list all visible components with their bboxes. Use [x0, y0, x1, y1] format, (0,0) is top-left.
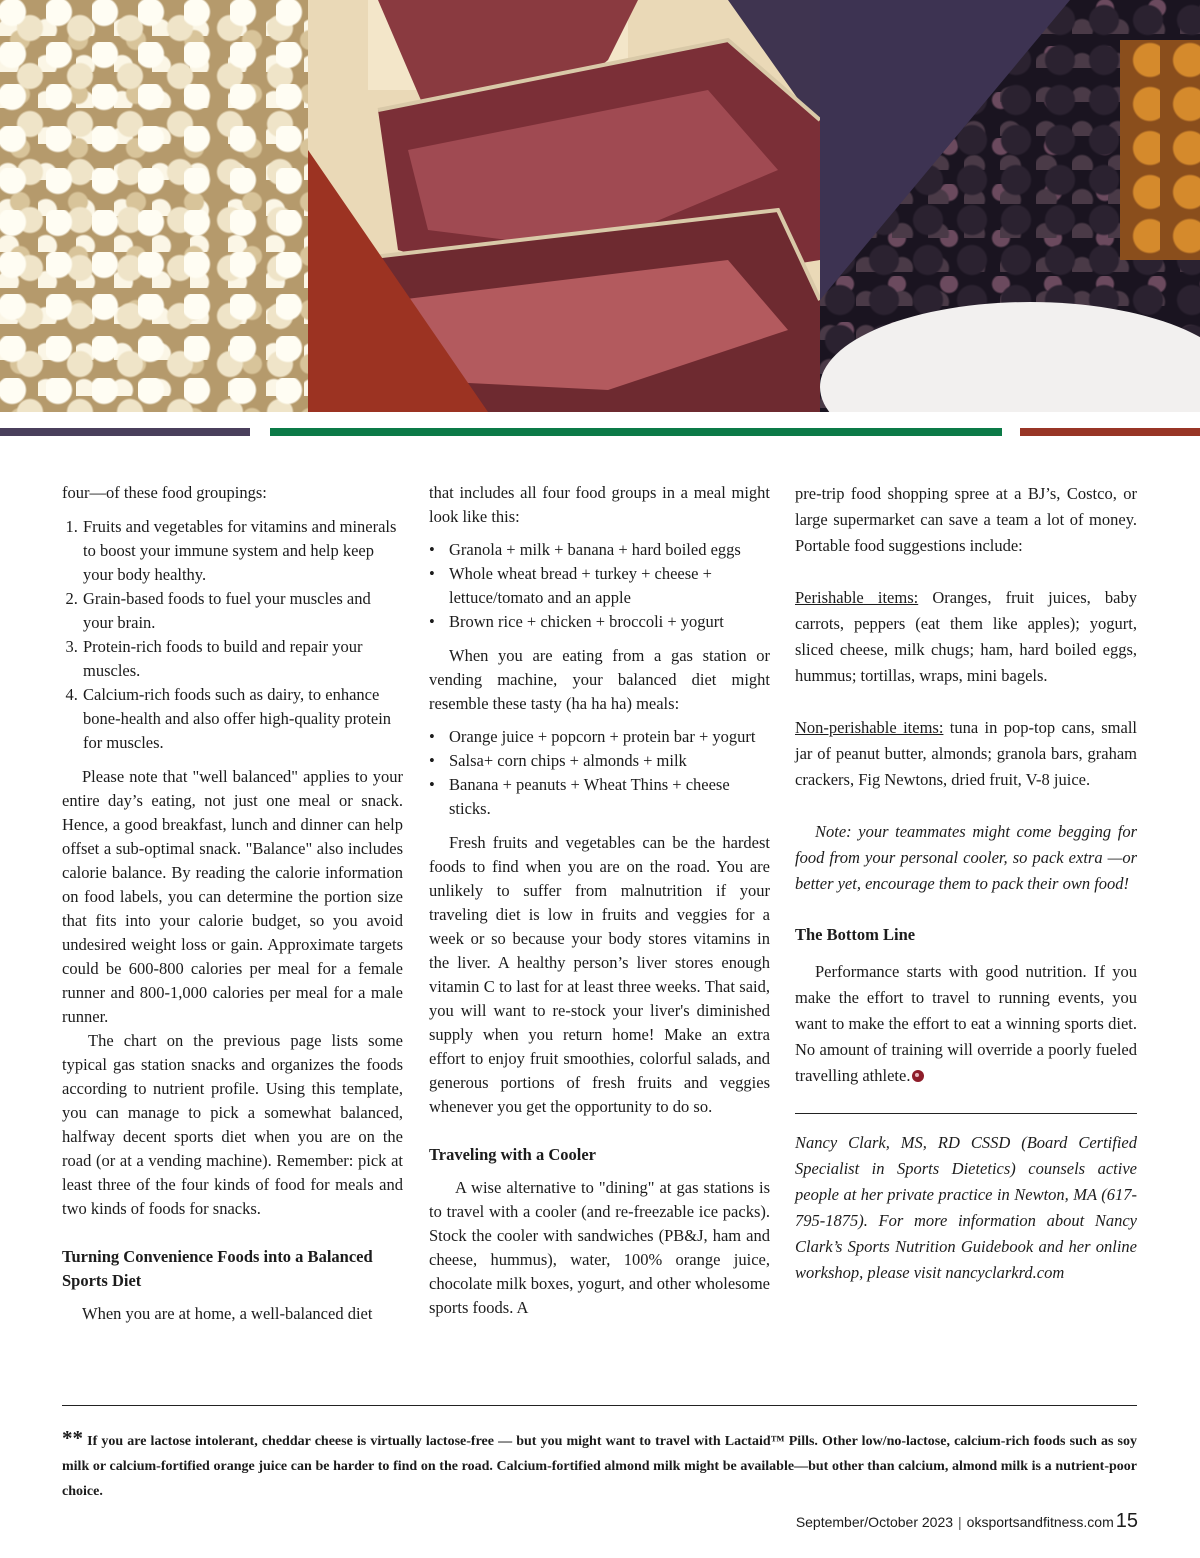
perishable-label: Perishable items: [795, 588, 919, 607]
article-column-2 [429, 481, 770, 1320]
list-item: • Granola + milk + banana + hard boiled eggs [449, 538, 770, 562]
list-item: • Brown rice + chicken + broccoli + yogurt [449, 610, 770, 634]
issue-date: September/October 2023 [795, 1514, 954, 1530]
bullet-icon: • [429, 540, 435, 559]
author-bio: Nancy Clark, MS, RD CSSD (Board Certified Specialist in Sports Dietetics) counsels active people at her private practice in Newton, MA (617-795-1875). For more information about Nancy Clark’s Sports Nutrition Guidebook and her online workshop, please visit nancyclarkrd.com [795, 1133, 1137, 1282]
jerky-photo [308, 0, 820, 412]
page-footer [796, 1510, 1138, 1533]
divider-bar-green [270, 428, 1002, 436]
page-number: 15 [1115, 1510, 1138, 1532]
footer-separator: | [958, 1514, 962, 1530]
bullet-icon: • [429, 751, 435, 770]
home-meals-list [429, 538, 770, 634]
list-item: • Whole wheat bread + turkey + cheese + lettuce/tomato and an apple [429, 564, 712, 607]
section-heading: Traveling with a Cooler [429, 1145, 596, 1164]
article-column-1 [62, 481, 403, 1326]
list-item: 4. Calcium-rich foods such as dairy, to enhance bone-health and also offer high-quality protein for muscles. [82, 683, 403, 755]
paragraph-continued: pre-trip food shopping spree at a BJ’s, Costco, or large supermarket can save a team a lot of money. Portable food suggestions include: [795, 484, 1137, 555]
paragraph-continued: that includes all four food groups in a meal might look like this: [429, 483, 770, 526]
paragraph-fresh: Fresh fruits and vegetables can be the hardest foods to find when you are on the road. You are unlikely to suffer from malnutrition if your traveling diet is low in fruits and veggies for a week or so because your body stores vitamins in the liver. A healthy person’s liver stores enough vitamin C to last for at least three weeks. That said, you will want to re-stock your liver's diminished supply when you return home! Make an extra effort to enjoy fruit smoothies, colorful salads, and generous portions of fresh fruits and veggies whenever you get the opportunity to do so. [429, 833, 770, 1116]
end-mark-icon [912, 1070, 924, 1082]
section-heading: Turning Convenience Foods into a Balanced Sports Diet [62, 1247, 373, 1290]
bullet-icon: • [429, 775, 435, 794]
paragraph-intro: four—of these food groupings: [62, 483, 267, 502]
note-paragraph: Note: your teammates might come begging for food from your personal cooler, so pack extra —or better yet, encourage them to pack their own food! [795, 822, 1137, 893]
paragraph-balanced: Please note that "well balanced" applies to your entire day’s eating, not just one meal or snack. Hence, a good breakfast, lunch and dinner can help offset a sub-optimal snack. "Balance" also includes calorie balance. By reading the calorie information on food labels, you can determine the portion size that fits into your calorie budget, so you avoid undesired weight loss or gain. Approximate targets could be 600-800 calories per meal for a female runner and 800-1,000 calories per meal for a male runner. [62, 767, 403, 1026]
bullet-icon: • [429, 612, 435, 631]
paragraph-home: When you are at home, a well-balanced diet [82, 1304, 373, 1323]
paragraph-gas-station: When you are eating from a gas station or vending machine, your balanced diet might resemble these tasty (ha ha ha) meals: [429, 646, 770, 713]
raisins-photo [820, 0, 1200, 412]
list-item: 3. Protein-rich foods to build and repair your muscles. [82, 635, 403, 683]
list-item: • Orange juice + popcorn + protein bar + yogurt [449, 725, 770, 749]
list-item: 2. Grain-based foods to fuel your muscles and your brain. [82, 587, 403, 635]
article-column-3 [795, 481, 1137, 1286]
popcorn-photo [0, 0, 308, 412]
bullet-icon: • [429, 564, 435, 583]
food-groups-list [62, 515, 403, 755]
bullet-icon: • [429, 727, 435, 746]
paragraph-cooler: A wise alternative to "dining" at gas stations is to travel with a cooler (and re-freezable ice packs). Stock the cooler with sandwiches (PB&J, ham and cheese, hummus), water, 100% orange juice, chocolate milk boxes, yogurt, and other wholesome sports foods. A [429, 1178, 770, 1317]
paragraph-bottom-line: Performance starts with good nutrition. If you make the effort to travel to running events, you want to make the effort to eat a winning sports diet. No amount of training will override a poorly fueled travelling athlete. [795, 962, 1137, 1085]
list-item: • Banana + peanuts + Wheat Thins + cheese sticks. [429, 775, 730, 818]
divider-bar-red [1020, 428, 1200, 436]
section-heading: The Bottom Line [795, 925, 916, 944]
header-photo-banner [0, 0, 1200, 412]
list-item: • Salsa+ corn chips + almonds + milk [449, 749, 770, 773]
divider-bar-purple [0, 428, 250, 436]
website: oksportsandfitness.com [966, 1514, 1114, 1530]
nonperishable-label: Non-perishable items: [795, 718, 944, 737]
paragraph-perishable: Perishable items: Oranges, fruit juices, baby carrots, peppers (eat them like apples); yogurt, sliced cheese, milk chugs; ham, hard boiled eggs, hummus; tortillas, wraps, mini bagels. [795, 588, 1137, 685]
footnote-marker: ** [62, 1426, 83, 1450]
footnote: ** If you are lactose intolerant, cheddar cheese is virtually lactose-free — but you might want to travel with Lactaid™ Pills. Other low/no-lactose, calcium-rich foods such as soy milk or calcium-fortified orange juice can be harder to find on the road. Calcium-fortified almond milk might be available—but other than calcium, almond milk is a nutrient-poor choice. [62, 1426, 1137, 1499]
gas-station-meals-list [429, 725, 770, 821]
footnote-divider [62, 1405, 1137, 1406]
list-item: 1. Fruits and vegetables for vitamins and minerals to boost your immune system and help keep your body healthy. [82, 515, 403, 587]
paragraph-chart: The chart on the previous page lists some typical gas station snacks and organizes the foods according to nutrient profile. Using this template, you can manage to pick a somewhat balanced, halfway decent sports diet when you are on the road (or at a vending machine). Remember: pick at least three of the four kinds of food for meals and two kinds of foods for snacks. [62, 1031, 403, 1218]
jerky-illustration [308, 0, 820, 412]
paragraph-nonperishable: Non-perishable items: tuna in pop-top cans, small jar of peanut butter, almonds; granola bars, graham crackers, Fig Newtons, dried fruit, V-8 juice. [795, 718, 1138, 789]
golden-raisins [1120, 40, 1200, 260]
